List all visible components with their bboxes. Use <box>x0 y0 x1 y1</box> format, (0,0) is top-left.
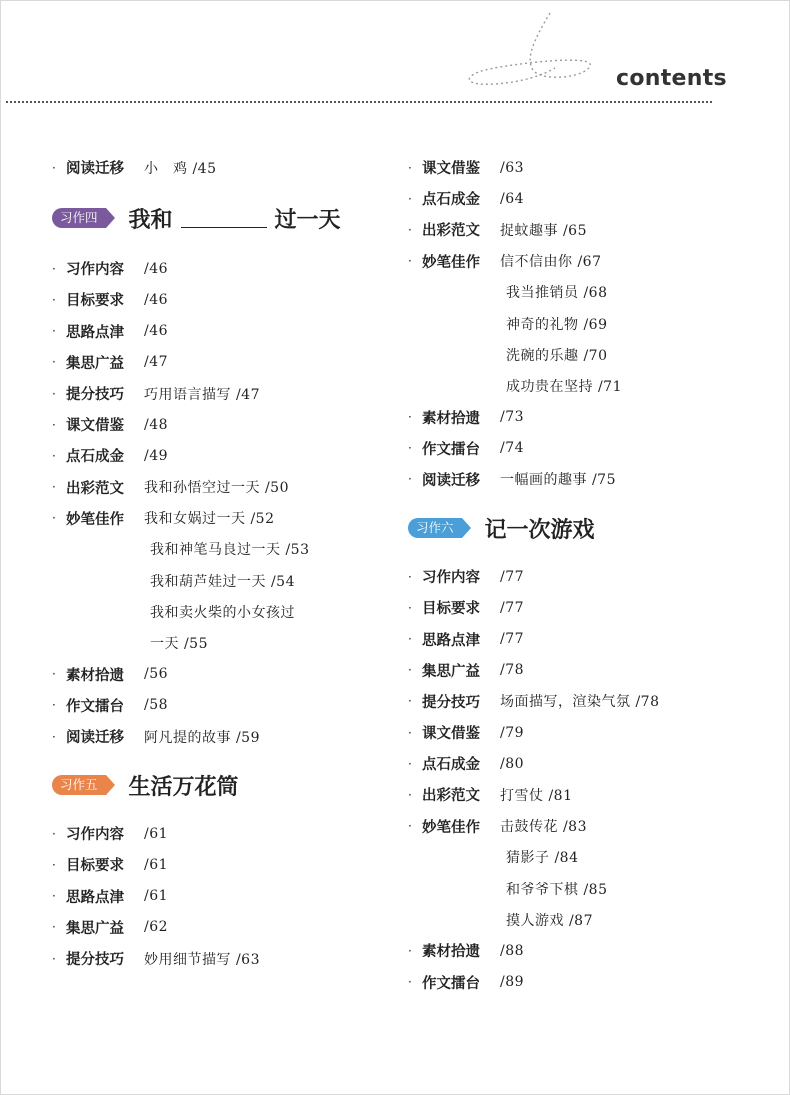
entry-label: 出彩范文 <box>66 480 124 497</box>
bullet: · <box>408 160 412 175</box>
entry-item: 我和孙悟空过一天 /50 <box>144 480 289 497</box>
entry-label: 思路点津 <box>66 324 124 341</box>
bullet: · <box>408 975 412 990</box>
entry-item: /49 <box>144 447 169 464</box>
entry-item: /77 <box>500 599 525 616</box>
bullet: · <box>408 663 412 678</box>
left-column <box>52 152 392 974</box>
unit-heading-4[interactable] <box>52 183 392 253</box>
entry-item: /46 <box>144 323 169 340</box>
entry-label: 作文擂台 <box>422 441 480 458</box>
toc-entry[interactable] <box>408 433 778 464</box>
entry-label: 素材拾遗 <box>422 944 480 961</box>
toc-entry[interactable] <box>408 811 778 842</box>
bullet: · <box>52 889 56 904</box>
bullet: · <box>52 667 56 682</box>
entry-label: 妙笔佳作 <box>422 819 480 836</box>
bullet: · <box>408 222 412 237</box>
entry-item: /48 <box>144 416 169 433</box>
toc-entry[interactable] <box>52 347 392 378</box>
toc-sub-entry[interactable]: 洗碗的乐趣 /70 <box>506 347 608 364</box>
bullet: · <box>408 819 412 834</box>
toc-sub-entry[interactable]: 和爷爷下棋 /85 <box>506 881 608 898</box>
toc-entry[interactable] <box>52 378 392 409</box>
bullet: · <box>408 254 412 269</box>
entry-item: 信不信由你 /67 <box>500 254 602 271</box>
toc-entry[interactable] <box>408 655 778 686</box>
bullet: · <box>52 261 56 276</box>
badge-arrow-icon <box>106 208 115 228</box>
bullet: · <box>408 787 412 802</box>
unit-title: 生活万花筒 <box>128 774 239 800</box>
entry-item: /58 <box>144 697 169 714</box>
entry-item: 击鼓传花 /83 <box>500 819 587 836</box>
toc-entry[interactable] <box>408 967 778 998</box>
toc-entry[interactable] <box>52 849 392 880</box>
toc-entry[interactable] <box>52 152 392 183</box>
entry-label: 思路点津 <box>422 632 480 649</box>
toc-entry[interactable] <box>408 214 778 245</box>
bullet: · <box>408 569 412 584</box>
toc-entry[interactable] <box>408 183 778 214</box>
toc-entry[interactable] <box>408 748 778 779</box>
toc-sub-entry[interactable]: 神奇的礼物 /69 <box>506 316 608 333</box>
entry-item: /77 <box>500 568 525 585</box>
bullet: · <box>52 480 56 495</box>
entry-label: 出彩范文 <box>422 223 480 240</box>
entry-item: /63 <box>500 159 525 176</box>
entry-label: 素材拾遗 <box>422 410 480 427</box>
toc-entry[interactable] <box>52 690 392 721</box>
bullet: · <box>52 160 56 175</box>
entry-label: 课文借鉴 <box>422 161 480 178</box>
entry-label: 习作内容 <box>422 570 480 587</box>
toc-entry[interactable] <box>408 152 778 183</box>
toc-sub-entry[interactable]: 我和卖火柴的小女孩过 <box>150 604 295 621</box>
toc-entry[interactable] <box>52 440 392 471</box>
unit-heading-6[interactable] <box>408 495 778 561</box>
toc-entry[interactable] <box>408 779 778 810</box>
entry-item: /79 <box>500 724 525 741</box>
entry-item: 阿凡提的故事 /59 <box>144 729 260 746</box>
entry-item: /80 <box>500 755 525 772</box>
toc-sub-entry[interactable]: 我和葫芦娃过一天 /54 <box>150 573 295 590</box>
toc-entry[interactable] <box>52 284 392 315</box>
bullet: · <box>408 632 412 647</box>
entry-item: /64 <box>500 190 525 207</box>
entry-item: /62 <box>144 919 169 936</box>
entry-item: /73 <box>500 409 525 426</box>
title-blank-line <box>181 209 267 228</box>
toc-sub-entry[interactable]: 成功贵在坚持 /71 <box>506 378 622 395</box>
bullet: · <box>408 441 412 456</box>
toc-sub-entry[interactable]: 我当推销员 /68 <box>506 285 608 302</box>
bullet: · <box>408 600 412 615</box>
contents-heading: contents <box>616 66 727 91</box>
entry-label: 阅读迁移 <box>422 472 480 489</box>
toc-entry[interactable] <box>408 246 778 277</box>
entry-label: 目标要求 <box>66 858 124 875</box>
bullet: · <box>408 191 412 206</box>
entry-item: /89 <box>500 974 525 991</box>
toc-sub-entry[interactable]: 一天 /55 <box>150 636 208 653</box>
entry-label: 集思广益 <box>66 355 124 372</box>
entry-item: 场面描写，渲染气氛 /78 <box>500 694 660 711</box>
toc-entry[interactable] <box>408 464 778 495</box>
unit-badge <box>52 775 115 795</box>
entry-label: 妙笔佳作 <box>422 254 480 271</box>
toc-entry[interactable] <box>408 402 778 433</box>
entry-label: 集思广益 <box>66 920 124 937</box>
dotted-divider <box>6 101 712 103</box>
badge-label: 习作六 <box>408 518 462 538</box>
toc-entry[interactable] <box>408 717 778 748</box>
bullet: · <box>408 943 412 958</box>
toc-entry[interactable] <box>408 623 778 654</box>
bullet: · <box>52 324 56 339</box>
badge-label: 习作四 <box>52 208 106 228</box>
bullet: · <box>52 417 56 432</box>
bullet: · <box>52 511 56 526</box>
entry-item: /46 <box>144 260 169 277</box>
bullet: · <box>52 386 56 401</box>
bullet: · <box>408 694 412 709</box>
unit-title-pre: 我和 <box>128 207 173 233</box>
entry-label: 提分技巧 <box>66 387 124 404</box>
bullet: · <box>52 292 56 307</box>
badge-arrow-icon <box>462 518 471 538</box>
bullet: · <box>52 355 56 370</box>
unit-title: 记一次游戏 <box>484 517 595 543</box>
entry-label: 目标要求 <box>422 601 480 618</box>
entry-item: /78 <box>500 662 525 679</box>
entry-label: 阅读迁移 <box>66 161 124 178</box>
entry-item: /46 <box>144 291 169 308</box>
entry-item: /56 <box>144 666 169 683</box>
badge-label: 习作五 <box>52 775 106 795</box>
entry-item: 妙用细节描写 /63 <box>144 951 260 968</box>
unit-title-post: 过一天 <box>274 207 341 233</box>
entry-item: /88 <box>500 942 525 959</box>
toc-entry[interactable] <box>52 943 392 974</box>
badge-arrow-icon <box>106 775 115 795</box>
toc-entry[interactable] <box>52 818 392 849</box>
unit-badge <box>52 208 115 228</box>
entry-label: 出彩范文 <box>422 788 480 805</box>
toc-entry[interactable] <box>408 561 778 592</box>
bullet: · <box>52 729 56 744</box>
right-column <box>408 152 778 998</box>
bullet: · <box>52 698 56 713</box>
entry-label: 思路点津 <box>66 889 124 906</box>
bullet: · <box>52 951 56 966</box>
entry-label: 作文擂台 <box>422 975 480 992</box>
entry-item: 捉蚊趣事 /65 <box>500 222 587 239</box>
toc-entry[interactable] <box>408 686 778 717</box>
entry-item: /61 <box>144 888 169 905</box>
toc-entry[interactable] <box>52 912 392 943</box>
toc-entry[interactable] <box>52 409 392 440</box>
toc-entry[interactable] <box>52 721 392 752</box>
entry-label: 习作内容 <box>66 262 124 279</box>
entry-label: 课文借鉴 <box>422 726 480 743</box>
entry-label: 作文擂台 <box>66 698 124 715</box>
bullet: · <box>52 448 56 463</box>
entry-label: 点石成金 <box>422 757 480 774</box>
entry-label: 提分技巧 <box>66 952 124 969</box>
toc-entry[interactable] <box>52 659 392 690</box>
swirl-decoration <box>455 8 605 93</box>
entry-item: 打雪仗 /81 <box>500 787 573 804</box>
bullet: · <box>408 756 412 771</box>
entry-label: 提分技巧 <box>422 694 480 711</box>
entry-label: 集思广益 <box>422 663 480 680</box>
bullet: · <box>408 410 412 425</box>
entry-item: /61 <box>144 856 169 873</box>
entry-label: 习作内容 <box>66 827 124 844</box>
entry-item: 小 鸡 /45 <box>144 160 217 177</box>
entry-item: /74 <box>500 440 525 457</box>
bullet: · <box>52 826 56 841</box>
entry-label: 点石成金 <box>66 449 124 466</box>
bullet: · <box>52 920 56 935</box>
entry-label: 课文借鉴 <box>66 418 124 435</box>
entry-item: 巧用语言描写 /47 <box>144 386 260 403</box>
toc-entry[interactable] <box>52 253 392 284</box>
toc-sub-entry[interactable]: 我和神笔马良过一天 /53 <box>150 542 310 559</box>
toc-entry[interactable] <box>52 881 392 912</box>
entry-label: 阅读迁移 <box>66 730 124 747</box>
toc-sub-entry[interactable]: 猜影子 /84 <box>506 850 579 867</box>
entry-label: 目标要求 <box>66 293 124 310</box>
toc-entry[interactable] <box>408 935 778 966</box>
entry-item: /77 <box>500 631 525 648</box>
entry-label: 素材拾遗 <box>66 667 124 684</box>
toc-entry[interactable] <box>52 472 392 503</box>
unit-heading-5[interactable] <box>52 752 392 818</box>
bullet: · <box>52 857 56 872</box>
bullet: · <box>408 725 412 740</box>
entry-item: 我和女娲过一天 /52 <box>144 511 275 528</box>
entry-label: 点石成金 <box>422 192 480 209</box>
entry-item: 一幅画的趣事 /75 <box>500 472 616 489</box>
bullet: · <box>408 472 412 487</box>
entry-label: 妙笔佳作 <box>66 511 124 528</box>
toc-sub-entry[interactable]: 摸人游戏 /87 <box>506 912 593 929</box>
toc-entry[interactable] <box>52 316 392 347</box>
toc-entry[interactable] <box>52 503 392 534</box>
toc-entry[interactable] <box>408 592 778 623</box>
unit-badge <box>408 518 471 538</box>
entry-item: /61 <box>144 825 169 842</box>
entry-item: /47 <box>144 354 169 371</box>
